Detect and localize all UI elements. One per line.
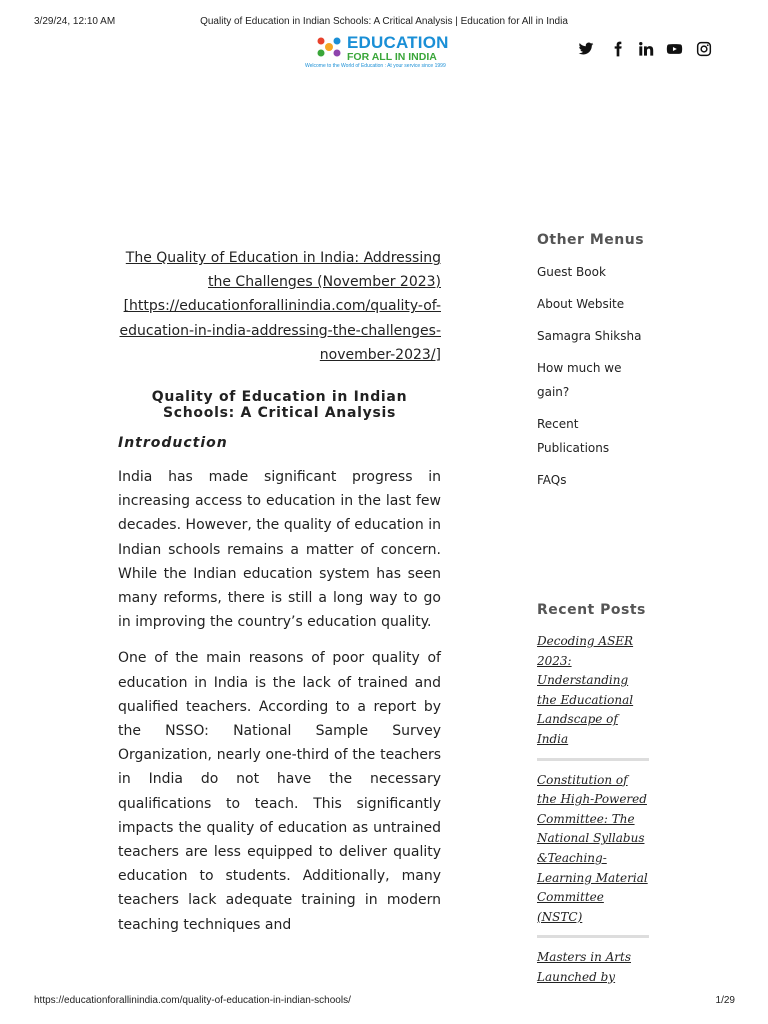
logo-text-primary: EDUCATION xyxy=(347,33,449,52)
menu-item-how-much-we-gain[interactable]: How much we gain? xyxy=(537,361,622,399)
reference-link-url[interactable]: [https://educationforallinindia.com/quality-of-education-in-india-addressing-the-challenges-november-2023/] xyxy=(119,298,441,363)
menu-item-about-website[interactable]: About Website xyxy=(537,297,625,311)
site-logo[interactable] xyxy=(305,33,465,73)
recent-post-link[interactable]: Constitution of the High-Powered Committee: The National Syllabus &Teaching-Learning Material Committee (NSTC) xyxy=(537,771,649,939)
instagram-icon[interactable] xyxy=(696,41,714,59)
recent-post-link[interactable]: Masters in Arts Launched by xyxy=(537,950,631,984)
print-doc-title: Quality of Education in Indian Schools: A Critical Analysis | Education for All in India xyxy=(200,16,568,27)
logo-emblem-icon xyxy=(315,35,343,59)
print-url: https://educationforallinindia.com/quality-of-education-in-indian-schools/ xyxy=(34,995,351,1006)
article-paragraph: India has made significant progress in increasing access to education in the last few decades. However, the quality of education in Indian schools remains a matter of concern. While the Indian education system has seen many reforms, there is still a long way to go in improving the country’s education quality. xyxy=(118,469,441,631)
recent-post-link[interactable]: Decoding ASER 2023: Understanding the Educational Landscape of India xyxy=(537,632,649,761)
article-title: Quality of Education in Indian Schools: A Critical Analysis xyxy=(151,389,408,421)
menu-item-recent-publications[interactable]: Recent Publications xyxy=(537,417,610,455)
recent-posts-heading: Recent Posts xyxy=(537,602,646,618)
print-page-number: 1/29 xyxy=(715,995,735,1006)
menu-item-guest-book[interactable]: Guest Book xyxy=(537,265,606,279)
other-menus-heading: Other Menus xyxy=(537,232,645,248)
article-paragraph: One of the main reasons of poor quality of education in India is the lack of trained and qualified teachers. According to a report by the NSSO: National Sample Survey Organization, nearly one-third of the teachers in India do not have the necessary qualifications to teach. This significantly impacts the quality of education as untrained teachers are less equipped to deliver quality education to students. Additionally, many teachers lack adequate training in modern teaching techniques and xyxy=(118,650,441,933)
recent-posts-list xyxy=(537,632,649,1006)
reference-link-block xyxy=(118,246,441,367)
article-column xyxy=(118,246,441,937)
print-header xyxy=(0,15,768,31)
facebook-icon[interactable] xyxy=(610,41,628,59)
menu-item-samagra-shiksha[interactable]: Samagra Shiksha xyxy=(537,329,642,343)
print-datetime: 3/29/24, 12:10 AM xyxy=(34,16,116,27)
intro-heading: Introduction xyxy=(118,435,228,452)
linkedin-icon[interactable] xyxy=(638,41,656,59)
logo-tagline: Welcome to the World of Education : At your service since 1999 xyxy=(305,63,446,69)
twitter-icon[interactable] xyxy=(578,41,596,59)
other-menus-list xyxy=(537,260,652,492)
reference-link-title[interactable]: The Quality of Education in India: Addressing the Challenges (November 2023) xyxy=(125,250,441,291)
menu-item-faqs[interactable]: FAQs xyxy=(537,473,567,487)
sidebar xyxy=(537,230,652,984)
print-footer xyxy=(0,995,768,1009)
youtube-icon[interactable] xyxy=(666,41,684,59)
logo-text-secondary: FOR ALL IN INDIA xyxy=(347,51,437,63)
